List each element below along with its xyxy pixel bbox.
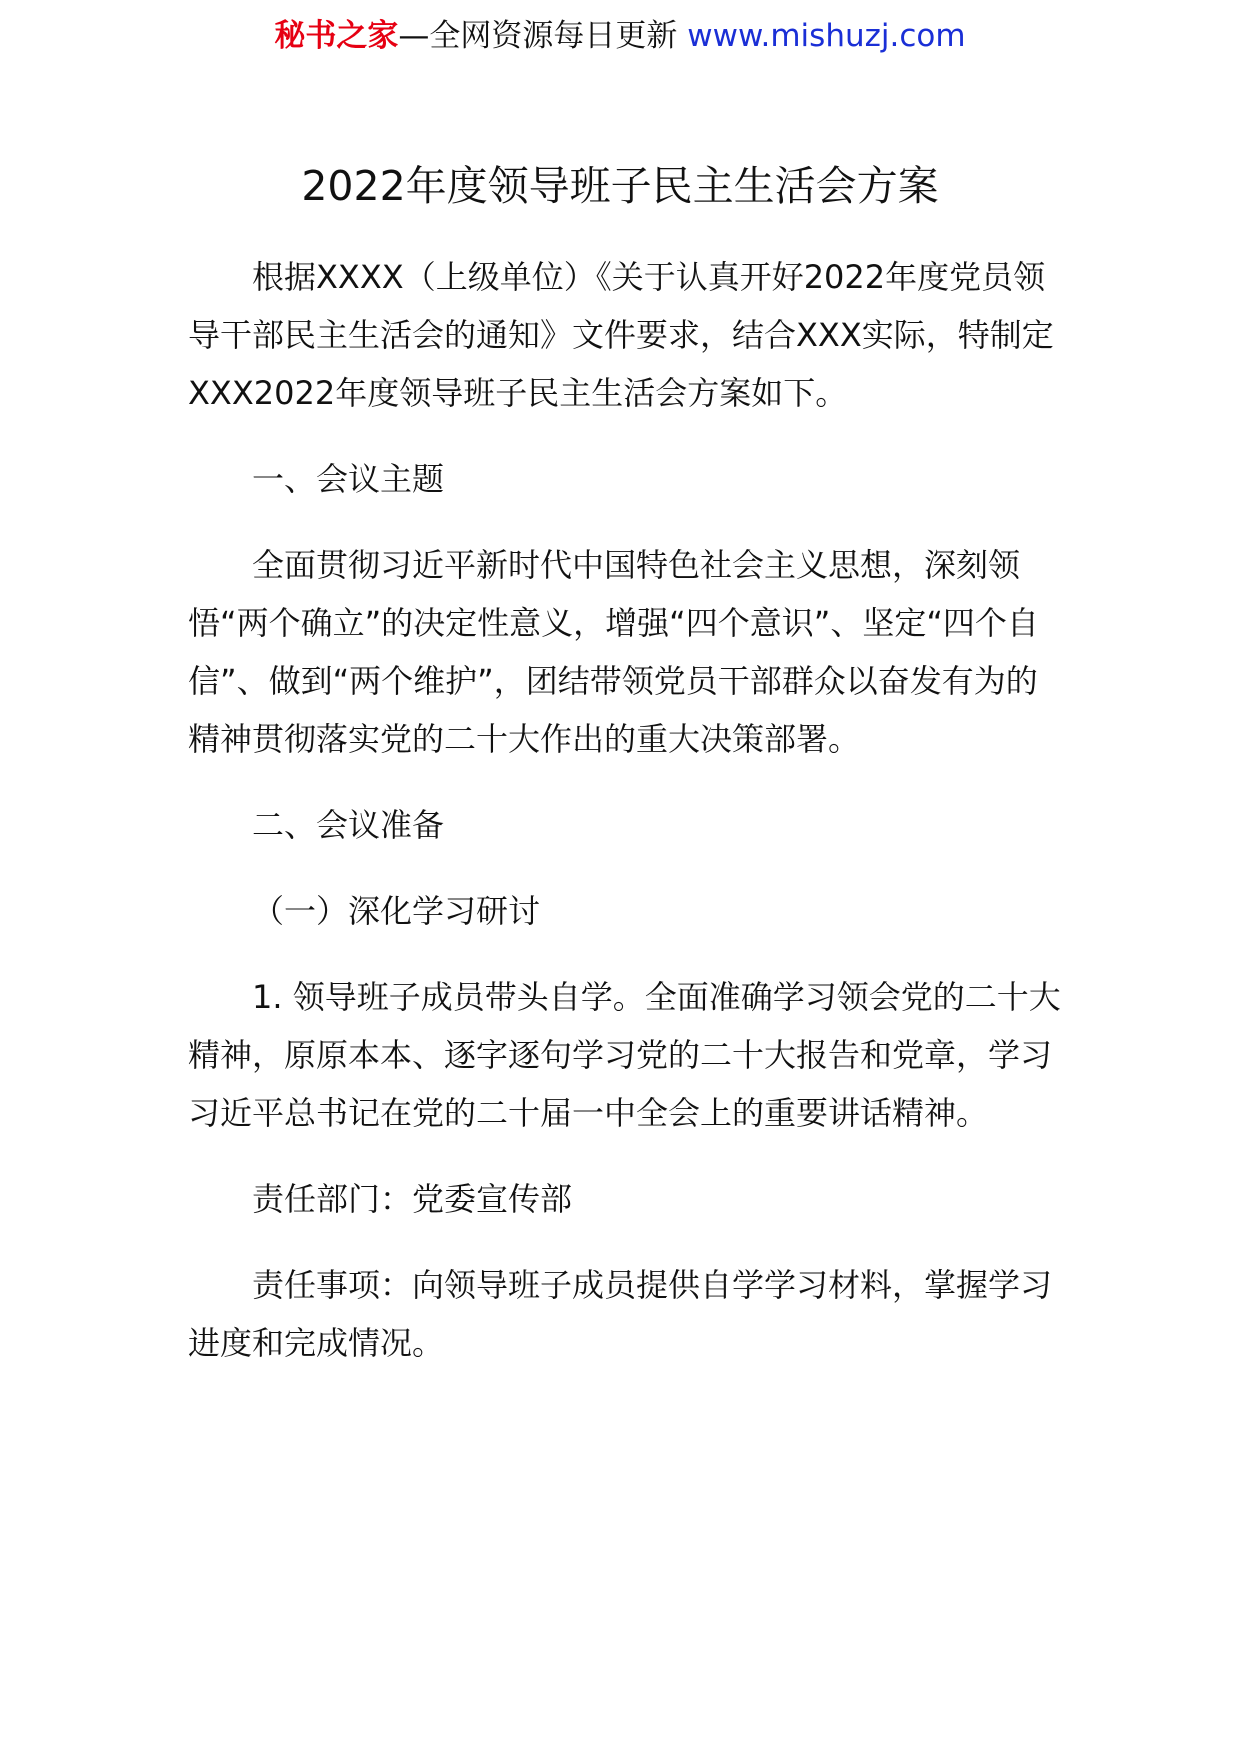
site-url-link[interactable]: www.mishuzj.com: [687, 18, 966, 54]
meeting-theme-paragraph: 全面贯彻习近平新时代中国特色社会主义思想，深刻领悟“两个确立”的决定性意义，增强“四个意识”、坚定“四个自信”、做到“两个维护”，团结带领党员干部群众以奋发有为的精神贯彻落实党的二十大作出的重大决策部署。: [188, 546, 1039, 758]
section-heading-meeting-theme: 一、会议主题: [252, 460, 445, 498]
brand-name: 秘书之家: [274, 18, 399, 54]
responsible-department: 责任部门：党委宣传部: [252, 1180, 573, 1218]
document-title: 2022年度领导班子民主生活会方案: [301, 162, 939, 210]
header-slogan: —全网资源每日更新: [398, 18, 688, 54]
document-body: [188, 248, 1068, 1400]
study-item-paragraph: 1. 领导班子成员带头自学。全面准确学习领会党的二十大精神，原原本本、逐字逐句学习党的二十大报告和党章，学习习近平总书记在党的二十届一中全会上的重要讲话精神。: [188, 978, 1061, 1132]
intro-paragraph: 根据XXXX（上级单位）《关于认真开好2022年度党员领导干部民主生活会的通知》文件要求，结合XXX实际，特制定XXX2022年度领导班子民主生活会方案如下。: [188, 258, 1054, 412]
section-heading-meeting-preparation: 二、会议准备: [252, 806, 445, 844]
site-header: [0, 14, 1240, 58]
subsection-heading-study: （一）深化学习研讨: [252, 892, 541, 930]
responsible-matters: 责任事项：向领导班子成员提供自学学习材料，掌握学习进度和完成情况。: [188, 1266, 1053, 1362]
